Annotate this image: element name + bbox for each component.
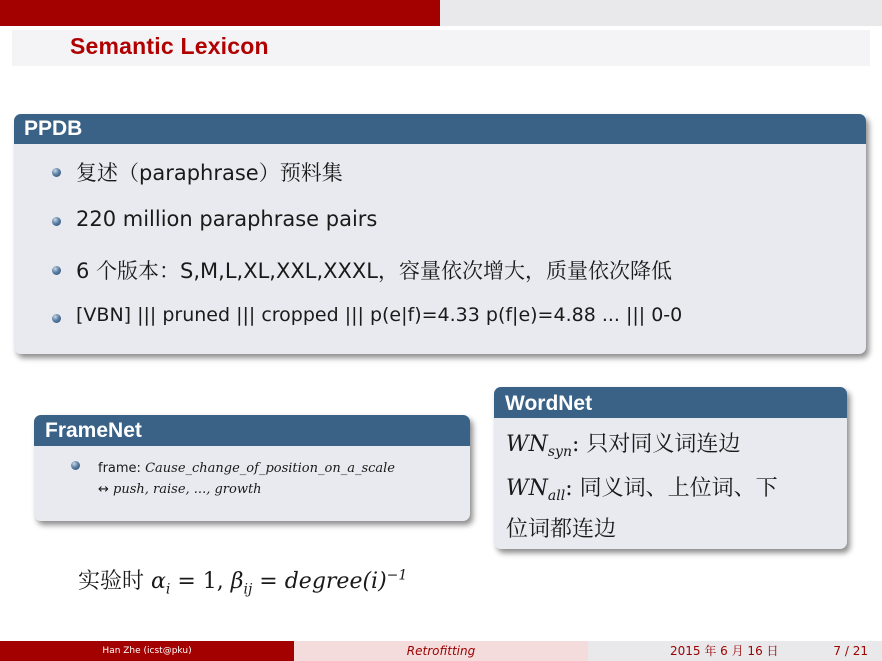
ppdb-block-title: PPDB bbox=[14, 114, 866, 144]
formula-prefix: 实验时 bbox=[78, 569, 151, 594]
bullet-icon bbox=[52, 266, 61, 275]
wordnet-block bbox=[494, 387, 847, 549]
experiment-formula bbox=[78, 564, 407, 597]
footer-title: Retrofitting bbox=[294, 641, 588, 661]
top-navigation-bar bbox=[440, 0, 882, 26]
wordnet-all-line-continued: 位词都连边 bbox=[506, 517, 617, 542]
frame-example-words: push, raise, ..., growth bbox=[113, 482, 262, 497]
wn-all-subscript: all bbox=[547, 488, 566, 504]
formula-alpha-subscript: i bbox=[165, 581, 171, 598]
frame-value: Cause_change_of_position_on_a_scale bbox=[145, 461, 396, 476]
wordnet-block-title: WordNet bbox=[494, 387, 847, 418]
list-item: [VBN] ||| pruned ||| cropped ||| p(e|f)=4.33 p(f|e)=4.88 ... ||| 0-0 bbox=[76, 304, 683, 326]
frame-examples bbox=[98, 482, 262, 497]
frame-definition bbox=[98, 461, 395, 476]
list-item: 复述（paraphrase）预料集 bbox=[76, 161, 343, 185]
wn-all-symbol: WN bbox=[506, 476, 548, 501]
wn-syn-description: : 只对同义词连边 bbox=[572, 432, 741, 457]
bidirectional-arrow-icon: ↔ bbox=[98, 482, 109, 497]
ppdb-block bbox=[14, 114, 866, 354]
page-title: Semantic Lexicon bbox=[70, 33, 269, 59]
top-accent-bar bbox=[0, 0, 440, 26]
footer-author: Han Zhe (icst@pku) bbox=[0, 641, 294, 661]
bullet-icon bbox=[52, 217, 61, 226]
framenet-block-title: FrameNet bbox=[34, 415, 470, 446]
wn-all-description: : 同义词、上位词、下 bbox=[565, 476, 778, 501]
wn-syn-symbol: WN bbox=[506, 432, 548, 457]
list-item: 6 个版本：S,M,L,XL,XXL,XXXL，容量依次增大，质量依次降低 bbox=[76, 259, 672, 283]
footer-info bbox=[588, 641, 882, 661]
formula-exponent: −1 bbox=[386, 567, 408, 584]
formula-mid: = 1, bbox=[170, 569, 231, 594]
page-number: 7 / 21 bbox=[833, 644, 868, 658]
formula-beta: β bbox=[230, 569, 244, 594]
wordnet-syn-line bbox=[506, 427, 740, 458]
bullet-icon bbox=[52, 314, 61, 323]
formula-alpha: α bbox=[151, 569, 166, 594]
bullet-icon bbox=[52, 168, 61, 177]
framenet-block bbox=[34, 415, 470, 521]
wordnet-all-line bbox=[506, 471, 778, 502]
bullet-icon bbox=[71, 461, 80, 470]
wn-syn-subscript: syn bbox=[547, 444, 572, 460]
footer-date: 2015 年 6 月 16 日 bbox=[670, 644, 779, 658]
formula-rhs: = degree(i) bbox=[252, 569, 387, 594]
frame-label: frame: bbox=[98, 461, 141, 476]
list-item: 220 million paraphrase pairs bbox=[76, 207, 378, 231]
formula-beta-subscript: ij bbox=[243, 581, 253, 598]
